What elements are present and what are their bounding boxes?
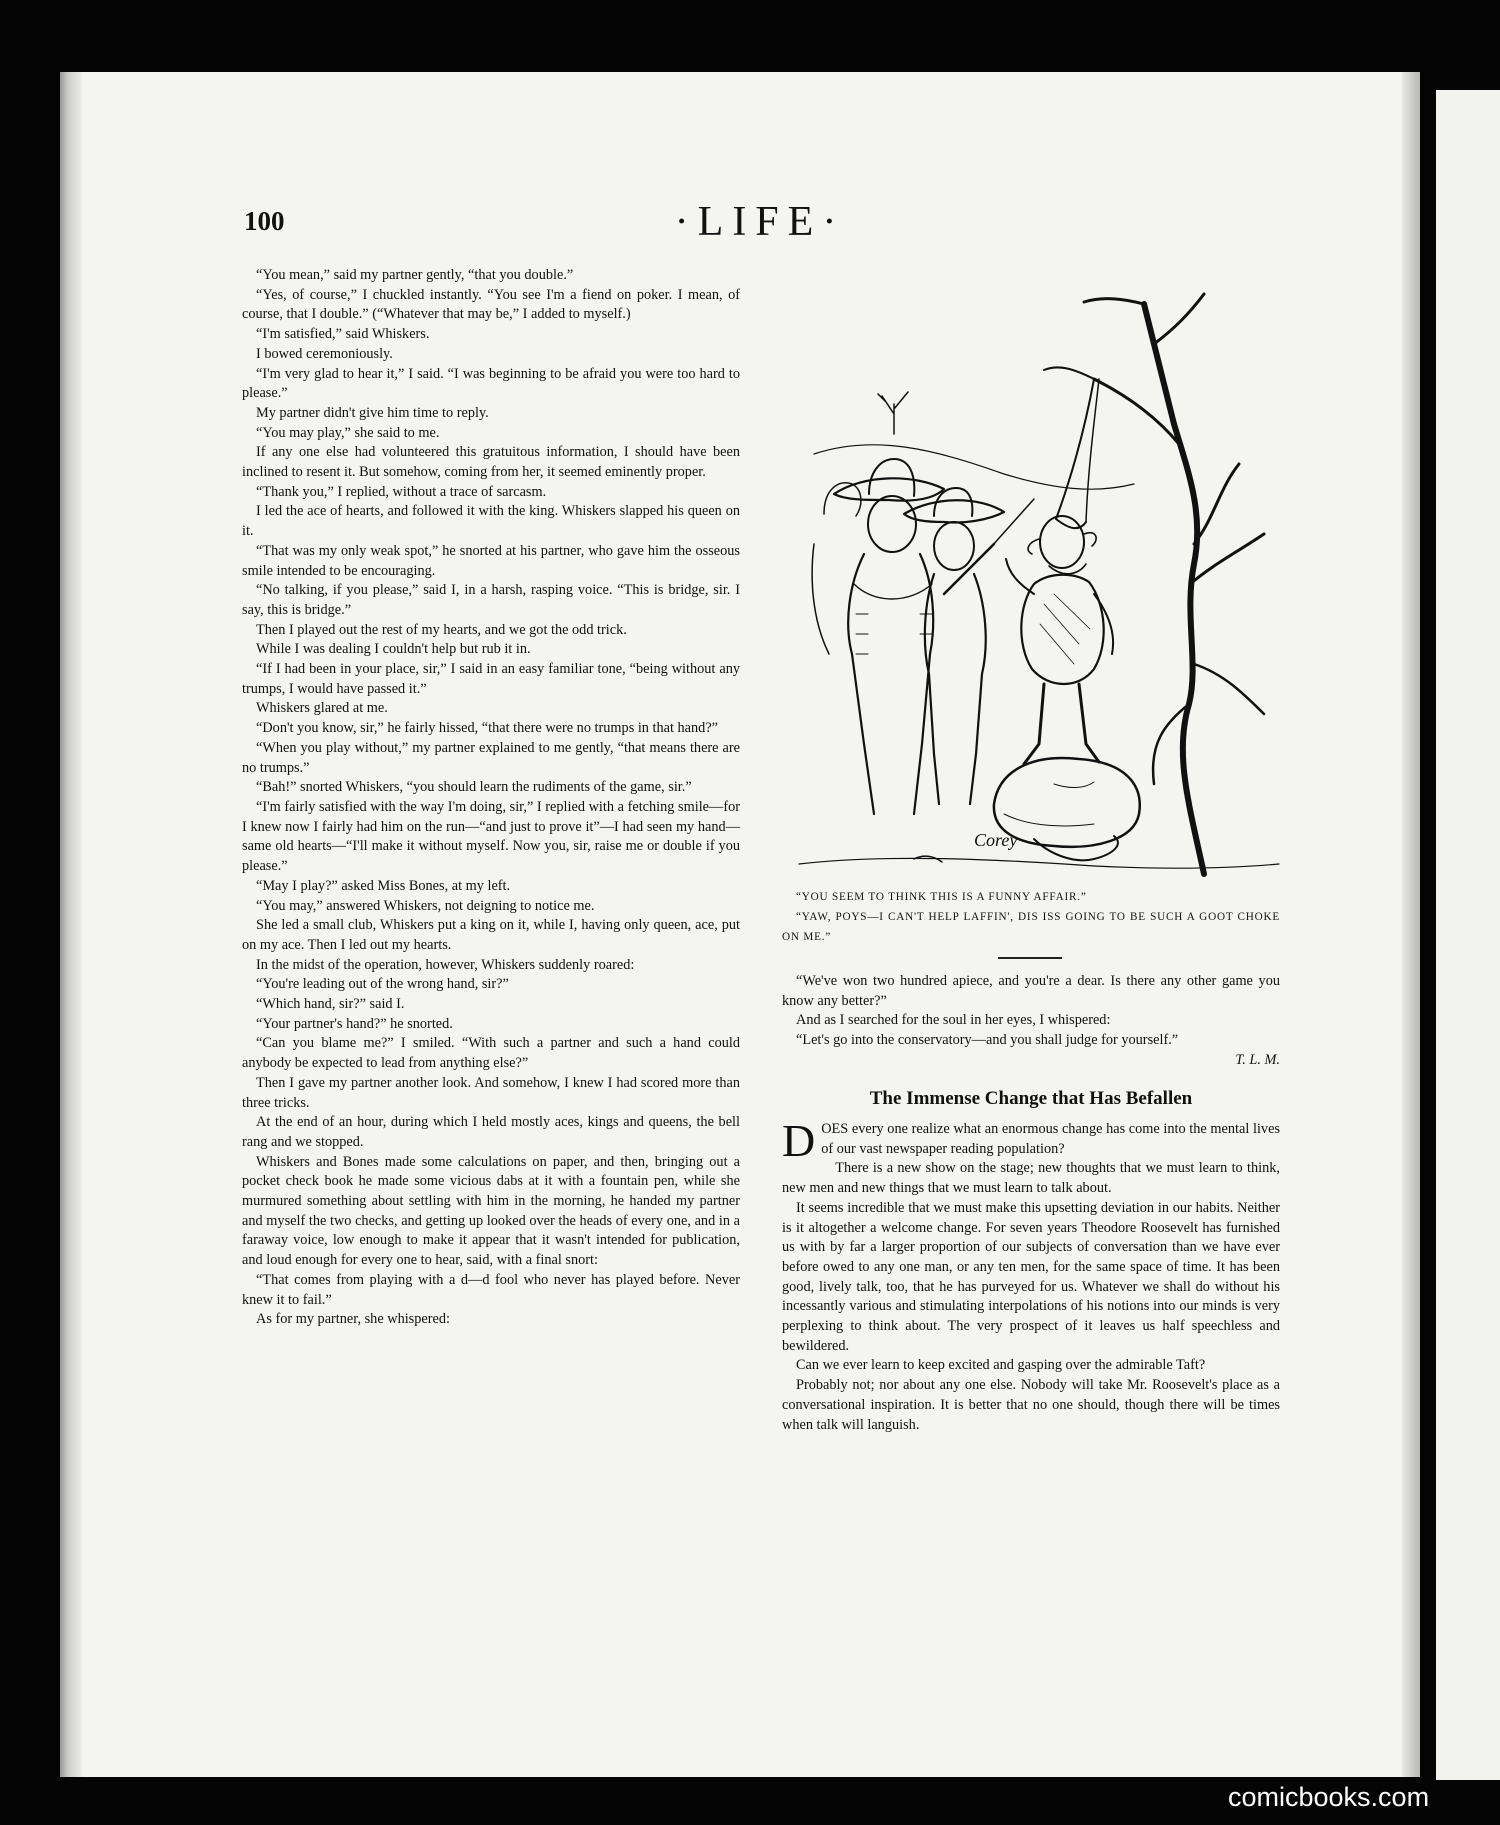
paragraph: She led a small club, Whiskers put a king on it, while I, having only queen, ace, put on my ace. Then I led out my hearts. <box>242 917 740 953</box>
paragraph: “That was my only weak spot,” he snorted at his partner, who gave him the osseous smile intended to be encouraging. <box>242 542 740 579</box>
paragraph: “I'm satisfied,” said Whiskers. <box>256 326 430 343</box>
paragraph: “I'm very glad to hear it,” I said. “I was beginning to be afraid you were too hard to please.” <box>242 365 740 402</box>
masthead: ·LIFE· <box>674 199 846 245</box>
paragraph: Then I gave my partner another look. And somehow, I knew I had scored more than three tricks. <box>242 1074 740 1111</box>
paragraph: “Which hand, sir?” said I. <box>256 996 405 1013</box>
paragraph: In the midst of the operation, however, Whiskers suddenly roared: <box>256 956 635 973</box>
author-signature: T. L. M. <box>1235 1051 1280 1068</box>
paragraph: “Bah!” snorted Whiskers, “you should learn the rudiments of the game, sir.” <box>256 779 692 796</box>
paragraph: “You may,” answered Whiskers, not deigning to notice me. <box>256 897 595 914</box>
paragraph: “Thank you,” I replied, without a trace of sarcasm. <box>256 483 547 500</box>
page-number: 100 <box>244 206 285 236</box>
cartoon-caption <box>782 887 1280 947</box>
paragraph: There is a new show on the stage; new thoughts that we must learn to think, new men and new things that we must learn to talk about. <box>782 1160 1280 1197</box>
paragraph: “No talking, if you please,” said I, in a harsh, rasping voice. “This is bridge, sir. I say, this is bridge.” <box>242 582 740 618</box>
paragraph: Whiskers and Bones made some calculations on paper, and then, bringing out a pocket check book he made some vicious dabs at it with a fountain pen, while she murmured something about settling with him in the morning, he handed my partner and myself the two checks, and getting up looked over the heads of every one, and in a faraway voice, low enough to make it appear that it wasn't intended for publication, and loud enough for every one to hear, said, with a final snort: <box>242 1153 740 1269</box>
article-headline: The Immense Change that Has Befallen <box>869 1088 1193 1109</box>
watermark: comicbooks.com <box>1228 1782 1430 1812</box>
paragraph: “If I had been in your place, sir,” I said in an easy familiar tone, “being without any trumps, I would have passed it.” <box>242 661 740 697</box>
article-body <box>782 1115 1280 1435</box>
story-continuation <box>782 972 1280 1071</box>
paragraph: As for my partner, she whispered: <box>256 1311 450 1328</box>
paragraph: Can we ever learn to keep excited and gasping over the admirable Taft? <box>796 1357 1206 1374</box>
paragraph: My partner didn't give him time to reply. <box>256 404 489 421</box>
paragraph: “Your partner's hand?” he snorted. <box>256 1015 453 1032</box>
paragraph: “When you play without,” my partner explained to me gently, “that means there are no trumps.” <box>242 739 740 776</box>
caption-line: “YAW, POYS—I CAN'T HELP LAFFIN', DIS ISS GOING TO BE SUCH A GOOT CHOKE ON ME.” <box>782 911 1280 943</box>
paragraph: “Can you blame me?” I smiled. “With such a partner and such a hand could anybody be expected to lead from anything else?” <box>242 1035 740 1072</box>
paragraph: Whiskers glared at me. <box>256 700 388 717</box>
paragraph: “Yes, of course,” I chuckled instantly. “You see I'm a fiend on poker. I mean, of course, that I double.” (“Whatever that may be,” I added to myself.) <box>242 286 740 323</box>
first-paragraph-text: OES every one realize what an enormous change has come into the mental lives of our vast newspaper reading population? <box>821 1121 1280 1157</box>
adjacent-page-sliver <box>1436 90 1500 1780</box>
paragraph: Then I played out the rest of my hearts, and we got the odd trick. <box>256 621 627 638</box>
paragraph: I led the ace of hearts, and followed it with the king. Whiskers slapped his queen on it. <box>242 503 740 540</box>
paragraph: “Let's go into the conservatory—and you shall judge for yourself.” <box>796 1032 1179 1049</box>
paragraph: “That comes from playing with a d—d fool who never has played before. Never knew it to fail.” <box>242 1271 740 1308</box>
paragraph: “We've won two hundred apiece, and you're a dear. Is there any other game you know any better?” <box>782 973 1280 1009</box>
paragraph: “May I play?” asked Miss Bones, at my left. <box>256 877 511 894</box>
caption-line: “YOU SEEM TO THINK THIS IS A FUNNY AFFAIR.” <box>796 891 1087 903</box>
paragraph: While I was dealing I couldn't help but rub it in. <box>256 641 531 658</box>
artist-signature: Corey <box>974 830 1018 850</box>
paragraph: It seems incredible that we must make this upsetting deviation in our habits. Neither is it altogether a welcome change. For seven years Theodore Roosevelt has furnished us with by far a larger proportion of our subjects of conversation than we have ever before owed to any one man, or any ten men, for the same space of time. It has been good, lively talk, too, that he has purveyed for us. Whatever we shall do without his incessantly various and stimulating interpolations of his notions into our minds is very perplexing to think about. The very prospect of it leaves us half speechless and bewildered. <box>782 1199 1280 1354</box>
paragraph: And as I searched for the soul in her eyes, I whispered: <box>796 1012 1111 1029</box>
paragraph: Probably not; nor about any one else. Nobody will take Mr. Roosevelt's place as a conversational inspiration. It is better that no one should, though there will be times when talk will languish. <box>782 1377 1280 1433</box>
paragraph: “You mean,” said my partner gently, “that you double.” <box>256 267 574 283</box>
section-rule <box>998 957 1062 959</box>
paragraph: “I'm fairly satisfied with the way I'm doing, sir,” I replied with a fetching smile—for I knew now I fairly had him on the run—“and just to prove it”—I had seen my hand—same old hearts—“I'll make it without myself. Now you, sir, raise me or double if you please.” <box>242 798 740 875</box>
paragraph: “You may play,” she said to me. <box>256 424 440 441</box>
page-gutter-shadow <box>60 72 82 1777</box>
paragraph: “Don't you know, sir,” he fairly hissed, “that there were no trumps in that hand?” <box>256 720 719 737</box>
paragraph: If any one else had volunteered this gratuitous information, I should have been inclined to resent it. But somehow, coming from her, it seemed eminently proper. <box>242 444 740 481</box>
paragraph: At the end of an hour, during which I held mostly aces, kings and queens, the bell rang and we stopped. <box>242 1114 740 1150</box>
left-column <box>242 266 740 1330</box>
page-edge <box>1402 72 1420 1777</box>
paragraph: “You're leading out of the wrong hand, sir?” <box>256 976 509 993</box>
article-first-paragraph <box>782 1115 1280 1166</box>
drop-cap: D <box>782 1115 816 1166</box>
cartoon-illustration <box>794 284 1280 880</box>
paragraph: I bowed ceremoniously. <box>256 345 393 362</box>
